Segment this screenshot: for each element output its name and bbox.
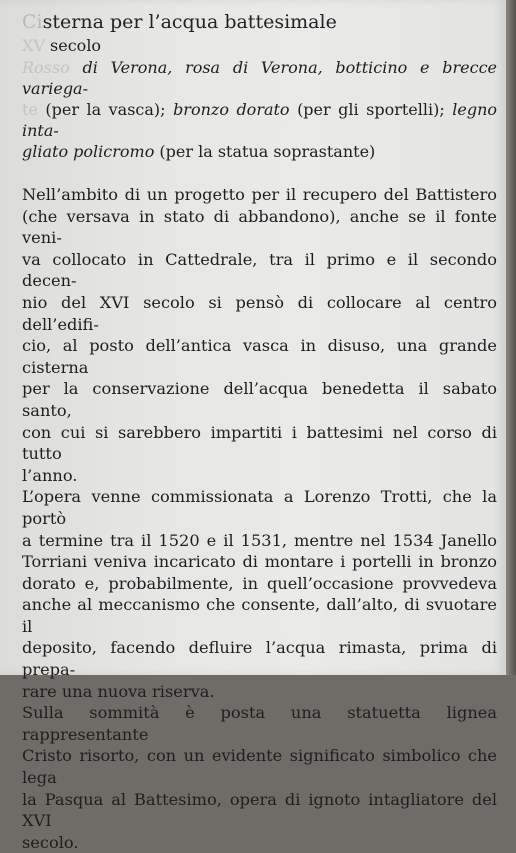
materials-line-2: [22, 99, 497, 141]
materials-line-1: [22, 57, 497, 99]
panel-text: [22, 10, 497, 853]
panel-title: [22, 10, 497, 34]
body-paragraph: [22, 184, 497, 486]
body-paragraph: [22, 702, 497, 853]
text-line: (che versava in stato di abbandono), anche se il fonte veni-: [22, 206, 497, 248]
text-line: Sulla sommità è posta una statuetta lignea rappresentante: [22, 703, 497, 744]
text-line: va collocato in Cattedrale, tra il primo e il secondo decen-: [22, 249, 497, 291]
materials-text-2a: (per la vasca);: [37, 100, 174, 119]
century-faded-part: XV: [22, 36, 45, 55]
text-line: secolo.: [22, 832, 79, 852]
text-line: L’opera venne commissionata a Lorenzo Trotti, che la portò: [22, 487, 497, 528]
materials-text-2c: (per gli sportelli);: [289, 100, 453, 119]
text-line: deposito, facendo defluire l’acqua rimasta, prima di prepa-: [22, 638, 497, 680]
body-text: [22, 184, 497, 853]
text-line: Nell’ambito di un progetto per il recupero del Battistero: [22, 185, 497, 204]
text-line: dorato e, probabilmente, in quell’occasione provvedeva: [22, 573, 497, 593]
text-line: la Pasqua al Battesimo, opera di ignoto intagliatore del XVI: [22, 789, 497, 831]
materials-text-3: (per la statua soprastante): [154, 142, 376, 161]
materials-faded-2: te: [22, 100, 38, 119]
title-text: sterna per l’acqua battesimale: [42, 11, 337, 33]
materials-description: [22, 57, 497, 162]
century-text: secolo: [44, 36, 102, 55]
materials-italic-2d: legno inta-: [22, 100, 498, 140]
materials-line-3: [22, 141, 497, 162]
text-line: per la conservazione dell’acqua benedetta il sabato santo,: [22, 379, 497, 420]
century-line: [22, 35, 497, 57]
body-paragraph: [22, 486, 497, 702]
text-line: anche al meccanismo che consente, dall’alto, di svuotare il: [22, 595, 497, 636]
title-faded-part: Ci: [22, 11, 43, 33]
materials-italic-2b: bronzo dorato: [173, 100, 290, 119]
text-line: cio, al posto dell’antica vasca in disuso, una grande cisterna: [22, 336, 497, 377]
text-line: con cui si sarebbero impartiti i battesimi nel corso di tutto: [22, 422, 497, 464]
materials-faded-1: Rosso: [22, 58, 70, 77]
text-line: l’anno.: [22, 465, 78, 485]
materials-italic-3: gliato policromo: [22, 142, 155, 161]
text-line: Cristo risorto, con un evidente significato simbolico che lega: [22, 746, 497, 788]
panel-edge: [506, 0, 516, 675]
text-line: Torriani veniva incaricato di montare i portelli in bronzo: [22, 552, 497, 572]
materials-italic-1: di Verona, rosa di Verona, botticino e brecce variega-: [22, 58, 497, 98]
text-line: rare una nuova riserva.: [22, 681, 215, 701]
text-line: nio del XVI secolo si pensò di collocare al centro dell’edifi-: [22, 292, 497, 334]
text-line: a termine tra il 1520 e il 1531, mentre nel 1534 Janello: [22, 530, 497, 550]
